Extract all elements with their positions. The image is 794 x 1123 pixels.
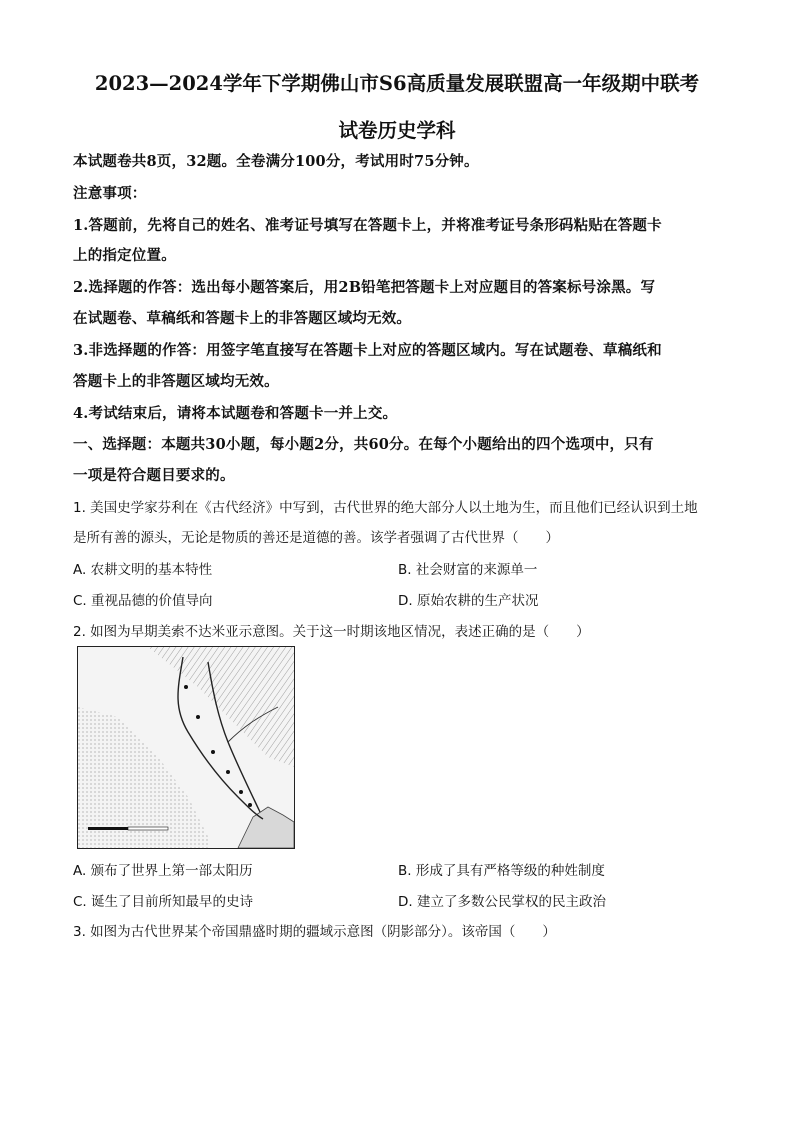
notice-item-2-a: 2.选择题的作答：选出每小题答案后，用2B铅笔把答题卡上对应题目的答案标号涂黑。写: [73, 279, 656, 296]
question-1-option-b: B. 社会财富的来源单一: [398, 562, 538, 578]
question-1-option-c: C. 重视品德的价值导向: [73, 593, 213, 609]
notice-item-4: 4.考试结束后，请将本试题卷和答题卡一并上交。: [73, 405, 398, 422]
question-2-option-d: D. 建立了多数公民掌权的民主政治: [398, 894, 606, 910]
question-1-option-a: A. 农耕文明的基本特性: [73, 562, 213, 578]
notice-item-2-b: 在试题卷、草稿纸和答题卡上的非答题区域均无效。: [73, 310, 412, 327]
map-illustration: [78, 647, 294, 848]
exam-title-line1: 2023—2024学年下学期佛山市S6高质量发展联盟高一年级期中联考: [94, 72, 700, 95]
question-2-option-b: B. 形成了具有严格等级的种姓制度: [398, 863, 605, 879]
notice-item-3-b: 答题卡上的非答题区域均无效。: [73, 373, 279, 390]
notice-item-1-b: 上的指定位置。: [73, 247, 176, 264]
question-2-option-c: C. 诞生了目前所知最早的史诗: [73, 894, 254, 910]
notice-heading: 注意事项：: [73, 185, 147, 202]
question-1-option-d: D. 原始农耕的生产状况: [398, 593, 539, 609]
notice-item-1-a: 1.答题前，先将自己的姓名、准考证号填写在答题卡上，并将准考证号条形码粘贴在答题卡: [73, 217, 662, 234]
question-2-stem: 2. 如图为早期美索不达米亚示意图。关于这一时期该地区情况，表述正确的是（ ）: [73, 624, 590, 640]
question-1-stem-b: 是所有善的源头，无论是物质的善还是道德的善。该学者强调了古代世界（ ）: [73, 530, 559, 546]
question-1-stem-a: 1. 美国史学家芬利在《古代经济》中写到，古代世界的绝大部分人以土地为生，而且他们已经认识到土地: [73, 500, 698, 516]
exam-intro: 本试题卷共8页，32题。全卷满分100分，考试用时75分钟。: [73, 153, 479, 170]
section-heading-a: 一、选择题：本题共30小题，每小题2分，共60分。在每个小题给出的四个选项中，只有: [73, 436, 654, 453]
question-2-option-a: A. 颁布了世界上第一部太阳历: [73, 863, 253, 879]
exam-title-line2: 试卷历史学科: [338, 119, 456, 142]
question-3-stem: 3. 如图为古代世界某个帝国鼎盛时期的疆域示意图（阴影部分）。该帝国（ ）: [73, 924, 556, 940]
mesopotamia-map-image: [77, 646, 295, 849]
section-heading-b: 一项是符合题目要求的。: [73, 467, 235, 484]
notice-item-3-a: 3.非选择题的作答：用签字笔直接写在答题卡上对应的答题区域内。写在试题卷、草稿纸和: [73, 342, 662, 359]
